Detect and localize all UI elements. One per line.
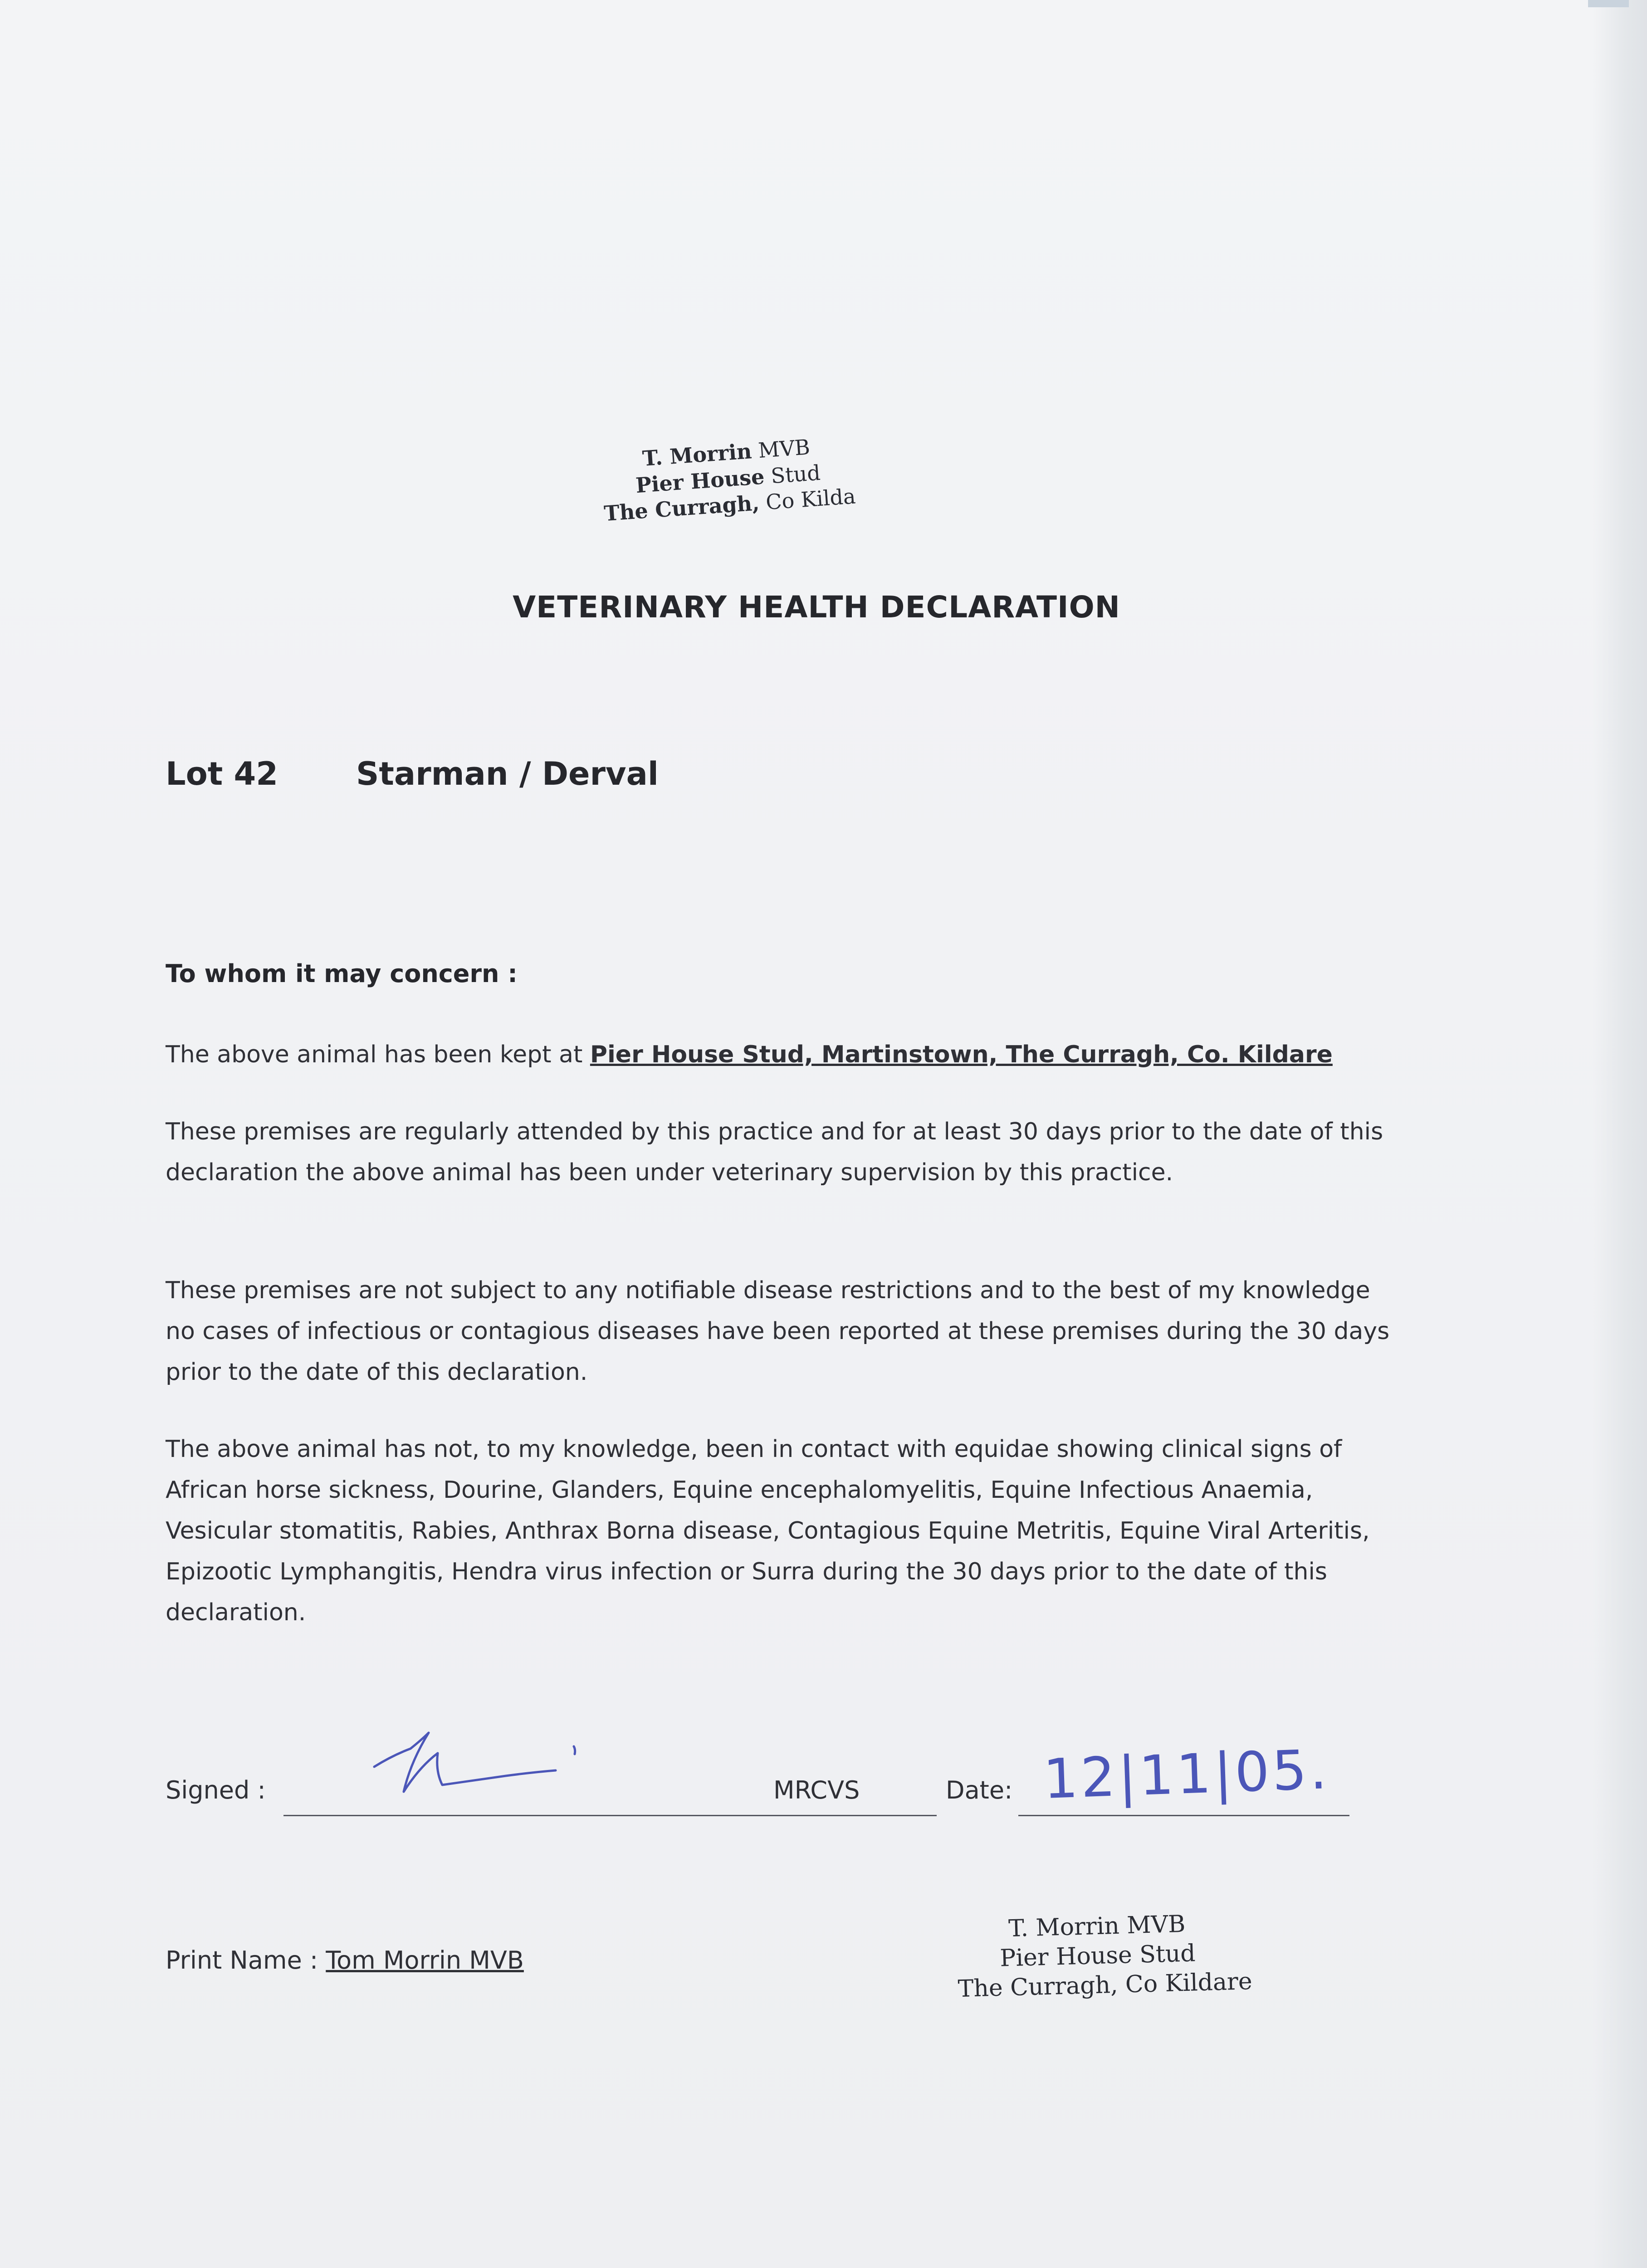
print-name-row xyxy=(166,1946,524,1975)
header-stamp-line-1: T. Morrin MVB xyxy=(641,435,811,471)
scan-edge-shade xyxy=(1593,0,1647,2268)
header-stamp-line-3: The Curragh, Co Kilda xyxy=(603,484,857,526)
header-stamp xyxy=(578,430,878,528)
footer-stamp-line-2: Pier House Stud xyxy=(999,1940,1196,1972)
handwritten-date: 12|11|05. xyxy=(1042,1738,1331,1811)
print-name-value: Tom Morrin MVB xyxy=(326,1946,524,1975)
lot-number: Lot 42 xyxy=(166,755,278,792)
paragraph-restrictions: These premises are not subject to any notifiable disease restrictions and to the best of my knowledge no cases of infectious or contagious diseases have been reported at these premises during the 30 days prior to the date of this declaration. xyxy=(166,1277,1390,1386)
date-label: Date: xyxy=(946,1776,1013,1804)
date-line xyxy=(1018,1815,1349,1816)
document-title: VETERINARY HEALTH DECLARATION xyxy=(513,590,1120,625)
handwritten-signature xyxy=(361,1712,615,1803)
salutation: To whom it may concern : xyxy=(166,959,518,988)
header-stamp-line-2: Pier House Stud xyxy=(635,460,821,498)
print-name-label: Print Name : xyxy=(166,1946,326,1975)
premises-address: Pier House Stud, Martinstown, The Curragh, Co. Kildare xyxy=(590,1041,1333,1068)
signature-line xyxy=(283,1815,937,1816)
signed-label: Signed : xyxy=(166,1776,266,1804)
qualification-label: MRCVS xyxy=(773,1776,860,1804)
lot-name: Starman / Derval xyxy=(356,755,659,792)
paragraph-premises-prefix: The above animal has been kept at xyxy=(166,1041,590,1068)
paragraph-supervision: These premises are regularly attended by this practice and for at least 30 days prior to the date of this declaration the above animal has been under veterinary supervision by this practice. xyxy=(166,1118,1383,1186)
lot-row xyxy=(166,755,659,792)
footer-stamp-line-1: T. Morrin MVB xyxy=(1008,1910,1186,1943)
footer-stamp-line-3: The Curragh, Co Kildare xyxy=(958,1968,1253,2003)
footer-stamp xyxy=(956,1908,1253,2004)
scan-edge-mark xyxy=(1588,0,1629,7)
paragraph-premises xyxy=(166,1034,1390,1075)
paragraph-disease-contact: The above animal has not, to my knowledge, been in contact with equidae showing clinical signs of African horse sickness, Dourine, Glanders, Equine encephalomyelitis, Equine Infectious Anaemia, Vesicular stomatitis, Rabies, Anthrax Borna disease, Contagious Equine Metritis, Equine Viral Arteritis, Epizootic Lymphangitis, Hendra virus infection or Surra during the 30 days prior to the date of this declaration. xyxy=(166,1436,1370,1626)
